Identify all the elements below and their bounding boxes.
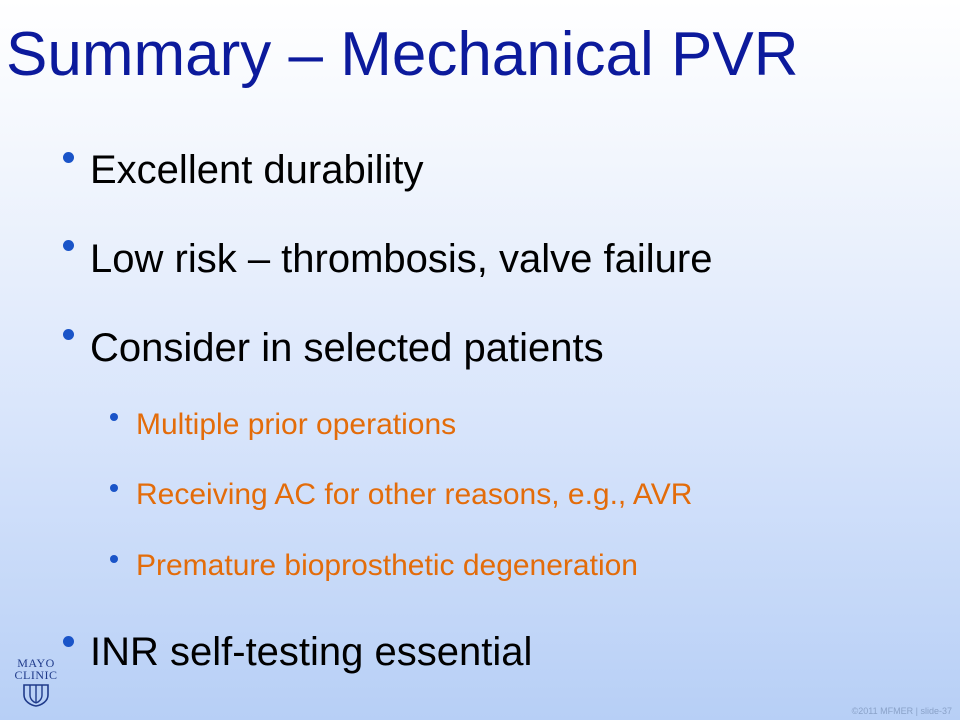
sub-bullet-dot — [110, 555, 118, 563]
bullet-dot — [63, 240, 74, 251]
bullet-item: Low risk – thrombosis, valve failure — [90, 237, 713, 281]
sub-bullet-item: Multiple prior operations — [136, 408, 457, 441]
bullet-item: INR self-testing essential — [90, 630, 533, 674]
bullet-dot — [63, 636, 74, 647]
bullet-item: Consider in selected patients — [90, 326, 604, 370]
sub-bullet-item: Receiving AC for other reasons, e.g., AVR — [136, 478, 693, 511]
bullet-item: Excellent durability — [90, 148, 424, 192]
sub-bullet-dot — [110, 484, 118, 492]
mayo-shield-icon — [21, 683, 51, 707]
slide-title: Summary – Mechanical PVR — [6, 20, 799, 89]
sub-bullet-item: Premature bioprosthetic degeneration — [136, 549, 638, 582]
slide-footer: ©2011 MFMER | slide-37 — [851, 706, 952, 716]
logo-line-2: CLINIC — [14, 668, 58, 682]
bullet-dot — [63, 329, 74, 340]
mayo-clinic-logo — [10, 657, 62, 707]
logo-line-1: MAYO — [17, 656, 55, 670]
sub-bullet-dot — [110, 413, 118, 421]
bullet-dot — [63, 152, 74, 163]
